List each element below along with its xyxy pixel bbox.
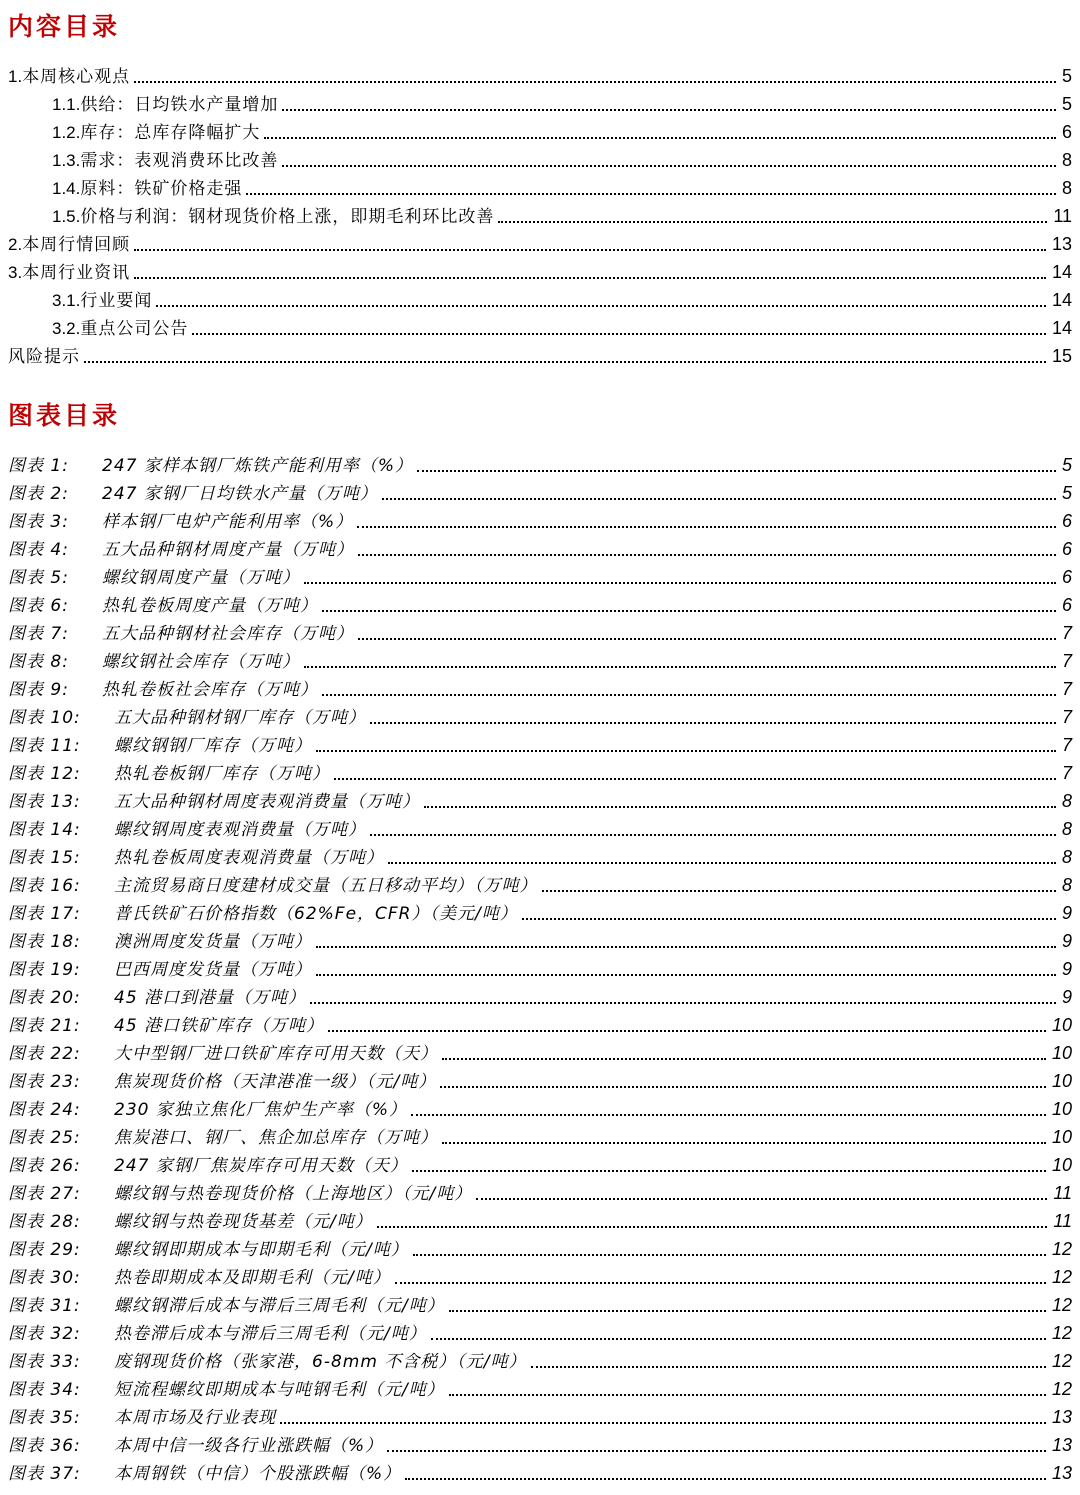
figure-entry-label: 图表 14: xyxy=(8,820,81,840)
figure-entry-page: 10 xyxy=(1051,1099,1072,1119)
figure-entry[interactable] xyxy=(8,1152,1072,1178)
dot-leader xyxy=(304,666,1056,668)
figure-entry[interactable] xyxy=(8,1348,1072,1374)
figure-entry[interactable] xyxy=(8,1040,1072,1066)
toc-entry[interactable] xyxy=(8,147,1072,173)
figure-entry-text: 本周中信一级各行业涨跌幅（%） xyxy=(114,1436,384,1456)
figure-entry[interactable] xyxy=(8,648,1072,674)
figure-entry-page: 12 xyxy=(1051,1267,1072,1287)
dot-leader xyxy=(442,1058,1046,1060)
figure-entry-page: 7 xyxy=(1061,735,1072,755)
figure-entry-text: 普氏铁矿石价格指数（62%Fe，CFR）（美元/吨） xyxy=(114,904,518,924)
dot-leader xyxy=(388,862,1056,864)
dot-leader xyxy=(134,249,1046,251)
figure-entry[interactable] xyxy=(8,1180,1072,1206)
figure-entry-page: 12 xyxy=(1051,1351,1072,1371)
dot-leader xyxy=(334,778,1056,780)
toc-entry-text: 风险提示 xyxy=(8,347,80,367)
figure-entry-label: 图表 16: xyxy=(8,876,81,896)
toc-entry[interactable] xyxy=(8,63,1072,89)
figure-entry-page: 8 xyxy=(1061,819,1072,839)
figure-entry-page: 12 xyxy=(1051,1379,1072,1399)
toc-entry-page: 5 xyxy=(1061,94,1072,114)
dot-leader xyxy=(282,165,1056,167)
toc-entry-page: 13 xyxy=(1051,234,1072,254)
figure-entry-label: 图表 27: xyxy=(8,1184,81,1204)
figure-entry[interactable] xyxy=(8,872,1072,898)
figure-entry-text: 本周钢铁（中信）个股涨跌幅（%） xyxy=(114,1464,402,1484)
figure-entry-page: 10 xyxy=(1051,1155,1072,1175)
figure-entry-label: 图表 17: xyxy=(8,904,81,924)
dot-leader xyxy=(449,1310,1046,1312)
figure-entry-text: 螺纹钢社会库存（万吨） xyxy=(102,652,300,672)
figure-entry-label: 图表 23: xyxy=(8,1072,81,1092)
figure-entry-page: 8 xyxy=(1061,875,1072,895)
figure-entry-label: 图表 35: xyxy=(8,1408,81,1428)
figure-entry-text: 热轧卷板钢厂库存（万吨） xyxy=(114,764,330,784)
figure-entry-label: 图表 33: xyxy=(8,1352,81,1372)
toc-entry-number: 2. xyxy=(8,235,23,254)
figure-entry-text: 247 家钢厂日均铁水产量（万吨） xyxy=(102,484,378,504)
toc-entry-page: 14 xyxy=(1051,290,1072,310)
figure-entry-text: 45 港口到港量（万吨） xyxy=(114,988,307,1008)
figures-title: 图表目录 xyxy=(8,401,121,430)
figure-entry-text: 巴西周度发货量（万吨） xyxy=(114,960,312,980)
dot-leader xyxy=(357,526,1056,528)
figure-entry-page: 10 xyxy=(1051,1015,1072,1035)
figure-entry-label: 图表 21: xyxy=(8,1016,81,1036)
toc-entry-text: 价格与利润：钢材现货价格上涨，即期毛利环比改善 xyxy=(80,207,495,227)
figure-entry[interactable] xyxy=(8,956,1072,982)
dot-leader xyxy=(358,554,1056,556)
figure-entry-page: 5 xyxy=(1061,483,1072,503)
figure-entry-label: 图表 11: xyxy=(8,736,81,756)
figure-entry-label: 图表 10: xyxy=(8,708,81,728)
dot-leader xyxy=(328,1030,1046,1032)
dot-leader xyxy=(476,1198,1047,1200)
toc-entry[interactable] xyxy=(8,119,1072,145)
figure-entry[interactable] xyxy=(8,704,1072,730)
toc-entry-text: 本周行业资讯 xyxy=(22,263,131,283)
figure-entry[interactable] xyxy=(8,452,1072,478)
toc-entry-number: 1.4. xyxy=(52,179,81,198)
figure-entry-text: 45 港口铁矿库存（万吨） xyxy=(114,1016,325,1036)
dot-leader xyxy=(449,1394,1046,1396)
dot-leader xyxy=(542,890,1056,892)
figure-entry-text: 螺纹钢与热卷现货基差（元/吨） xyxy=(114,1212,373,1232)
figure-entry[interactable] xyxy=(8,1012,1072,1038)
toc-entry-number: 1.1. xyxy=(52,95,81,114)
figure-entry-label: 图表 19: xyxy=(8,960,81,980)
figure-entry-label: 图表 7: xyxy=(8,624,69,644)
figure-entry-text: 热卷滞后成本与滞后三周毛利（元/吨） xyxy=(114,1324,427,1344)
toc-entry[interactable] xyxy=(8,231,1072,257)
dot-leader xyxy=(322,610,1056,612)
toc-entry-page: 5 xyxy=(1061,66,1072,86)
figure-entry[interactable] xyxy=(8,480,1072,506)
figure-entry-label: 图表 15: xyxy=(8,848,81,868)
dot-leader xyxy=(417,470,1056,472)
toc-entry-text: 本周行情回顾 xyxy=(22,235,131,255)
figure-entry-text: 澳洲周度发货量（万吨） xyxy=(114,932,312,952)
figure-entry-page: 9 xyxy=(1061,903,1072,923)
figure-entry-label: 图表 12: xyxy=(8,764,81,784)
figure-entry-label: 图表 29: xyxy=(8,1240,81,1260)
figure-entry-page: 13 xyxy=(1051,1435,1072,1455)
toc-entry-text: 原料：铁矿价格走强 xyxy=(80,179,243,199)
figure-entry-page: 10 xyxy=(1051,1071,1072,1091)
dot-leader xyxy=(498,221,1047,223)
figure-entry-label: 图表 26: xyxy=(8,1156,81,1176)
dot-leader xyxy=(316,974,1056,976)
figure-entry-label: 图表 28: xyxy=(8,1212,81,1232)
dot-leader xyxy=(387,1450,1046,1452)
figure-entry-text: 230 家独立焦化厂焦炉生产率（%） xyxy=(114,1100,408,1120)
toc-entry[interactable] xyxy=(8,91,1072,117)
figure-entry-label: 图表 4: xyxy=(8,540,69,560)
dot-leader xyxy=(412,1170,1046,1172)
figure-entry-text: 247 家样本钢厂炼铁产能利用率（%） xyxy=(102,456,414,476)
figure-entry[interactable] xyxy=(8,1208,1072,1234)
toc-entry-text: 本周核心观点 xyxy=(22,67,131,87)
figure-entry-text: 焦炭现货价格（天津港准一级）（元/吨） xyxy=(114,1072,437,1092)
toc-entry-number: 3. xyxy=(8,263,23,282)
figure-entry-text: 热卷即期成本及即期毛利（元/吨） xyxy=(114,1268,391,1288)
figure-entry-page: 12 xyxy=(1051,1239,1072,1259)
dot-leader xyxy=(522,918,1056,920)
dot-leader xyxy=(316,946,1056,948)
dot-leader xyxy=(358,638,1056,640)
figure-entry-text: 焦炭港口、钢厂、焦企加总库存（万吨） xyxy=(114,1128,438,1148)
dot-leader xyxy=(370,722,1056,724)
figure-entry-text: 五大品种钢材周度产量（万吨） xyxy=(102,540,354,560)
figure-entry-label: 图表 31: xyxy=(8,1296,81,1316)
figure-entry[interactable] xyxy=(8,1068,1072,1094)
figure-entry-text: 五大品种钢材钢厂库存（万吨） xyxy=(114,708,366,728)
figure-entry-page: 6 xyxy=(1061,567,1072,587)
figure-entry[interactable] xyxy=(8,536,1072,562)
toc-entry-number: 3.2. xyxy=(52,319,81,338)
dot-leader xyxy=(310,1002,1056,1004)
figure-entry-label: 图表 30: xyxy=(8,1268,81,1288)
figure-entry-label: 图表 1: xyxy=(8,456,69,476)
figure-entry-page: 7 xyxy=(1061,763,1072,783)
toc-entry[interactable] xyxy=(8,287,1072,313)
figure-entry-page: 12 xyxy=(1051,1295,1072,1315)
figure-entry-text: 247 家钢厂焦炭库存可用天数（天） xyxy=(114,1156,408,1176)
figure-entry-label: 图表 2: xyxy=(8,484,69,504)
dot-leader xyxy=(424,806,1056,808)
toc-title: 内容目录 xyxy=(8,12,121,41)
figure-entry-page: 11 xyxy=(1053,1183,1072,1203)
figure-entry-text: 热轧卷板周度表观消费量（万吨） xyxy=(114,848,384,868)
toc-entry[interactable] xyxy=(8,203,1072,229)
figure-entry-label: 图表 32: xyxy=(8,1324,81,1344)
figure-entry-text: 废钢现货价格（张家港，6-8mm 不含税）（元/吨） xyxy=(114,1352,527,1372)
dot-leader xyxy=(431,1338,1046,1340)
figure-entry-text: 热轧卷板周度产量（万吨） xyxy=(102,596,318,616)
figure-entry-label: 图表 5: xyxy=(8,568,69,588)
figure-entry-page: 9 xyxy=(1061,959,1072,979)
figure-entry-label: 图表 3: xyxy=(8,512,69,532)
figure-entry-page: 8 xyxy=(1061,791,1072,811)
dot-leader xyxy=(282,109,1056,111)
toc-entry[interactable] xyxy=(8,315,1072,341)
figure-entry-label: 图表 34: xyxy=(8,1380,81,1400)
figure-entry-page: 7 xyxy=(1061,679,1072,699)
figure-entry-label: 图表 9: xyxy=(8,680,69,700)
figure-entry[interactable] xyxy=(8,564,1072,590)
toc-entry-page: 15 xyxy=(1051,346,1072,366)
figure-entry[interactable] xyxy=(8,984,1072,1010)
figure-entry-text: 螺纹钢即期成本与即期毛利（元/吨） xyxy=(114,1240,409,1260)
figure-entry-page: 6 xyxy=(1061,511,1072,531)
figure-entry-label: 图表 6: xyxy=(8,596,69,616)
dot-leader xyxy=(395,1282,1046,1284)
figure-entry-page: 13 xyxy=(1051,1407,1072,1427)
figure-entry-page: 11 xyxy=(1053,1211,1072,1231)
toc-entry-text: 库存：总库存降幅扩大 xyxy=(80,123,261,143)
figure-entry-text: 样本钢厂电炉产能利用率（%） xyxy=(102,512,354,532)
figure-entry-label: 图表 13: xyxy=(8,792,81,812)
figure-entry-page: 13 xyxy=(1051,1463,1072,1483)
figure-entry-text: 短流程螺纹即期成本与吨钢毛利（元/吨） xyxy=(114,1380,445,1400)
dot-leader xyxy=(370,834,1056,836)
figure-entry[interactable] xyxy=(8,1264,1072,1290)
figure-entry[interactable] xyxy=(8,676,1072,702)
figure-entry-text: 五大品种钢材社会库存（万吨） xyxy=(102,624,354,644)
toc-entry-text: 重点公司公告 xyxy=(80,319,189,339)
figure-entry-page: 7 xyxy=(1061,707,1072,727)
figure-entry-text: 螺纹钢滞后成本与滞后三周毛利（元/吨） xyxy=(114,1296,445,1316)
dot-leader xyxy=(304,582,1056,584)
dot-leader xyxy=(134,81,1056,83)
figure-entry[interactable] xyxy=(8,1404,1072,1430)
dot-leader xyxy=(264,137,1056,139)
figure-entry-page: 10 xyxy=(1051,1127,1072,1147)
dot-leader xyxy=(316,750,1056,752)
toc-entry-number: 1. xyxy=(8,67,23,86)
dot-leader xyxy=(377,1226,1048,1228)
figure-entry-text: 大中型钢厂进口铁矿库存可用天数（天） xyxy=(114,1044,438,1064)
toc-entry-number: 1.5. xyxy=(52,207,81,226)
figure-entry-label: 图表 20: xyxy=(8,988,81,1008)
dot-leader xyxy=(322,694,1056,696)
dot-leader xyxy=(134,277,1046,279)
figure-entry-page: 8 xyxy=(1061,847,1072,867)
figure-entry[interactable] xyxy=(8,1236,1072,1262)
figure-entry[interactable] xyxy=(8,1376,1072,1402)
figure-entry[interactable] xyxy=(8,844,1072,870)
figure-entry-page: 6 xyxy=(1061,595,1072,615)
figure-entry-label: 图表 18: xyxy=(8,932,81,952)
figure-entry[interactable] xyxy=(8,1096,1072,1122)
toc-entry-text: 供给：日均铁水产量增加 xyxy=(80,95,279,115)
figure-entry-label: 图表 36: xyxy=(8,1436,81,1456)
figure-entry-text: 螺纹钢周度表观消费量（万吨） xyxy=(114,820,366,840)
figure-entry-page: 12 xyxy=(1051,1323,1072,1343)
figure-entry-label: 图表 37: xyxy=(8,1464,81,1484)
dot-leader xyxy=(531,1366,1046,1368)
figure-entry[interactable] xyxy=(8,592,1072,618)
toc-entry-page: 8 xyxy=(1061,178,1072,198)
figure-entry-label: 图表 25: xyxy=(8,1128,81,1148)
figure-entry[interactable] xyxy=(8,508,1072,534)
toc-entry-page: 14 xyxy=(1051,318,1072,338)
figure-entry-page: 7 xyxy=(1061,651,1072,671)
dot-leader xyxy=(192,333,1046,335)
figure-entry-text: 螺纹钢周度产量（万吨） xyxy=(102,568,300,588)
figure-entry-page: 9 xyxy=(1061,987,1072,1007)
dot-leader xyxy=(156,305,1046,307)
figure-entry[interactable] xyxy=(8,1432,1072,1458)
figure-entry-text: 螺纹钢钢厂库存（万吨） xyxy=(114,736,312,756)
toc-entry[interactable] xyxy=(8,259,1072,285)
dot-leader xyxy=(382,498,1056,500)
figure-entry[interactable] xyxy=(8,760,1072,786)
figure-entry-page: 10 xyxy=(1051,1043,1072,1063)
figure-entry[interactable] xyxy=(8,1320,1072,1346)
dot-leader xyxy=(405,1478,1046,1480)
figure-entry-page: 9 xyxy=(1061,931,1072,951)
figure-entry-label: 图表 24: xyxy=(8,1100,81,1120)
dot-leader xyxy=(411,1114,1046,1116)
figure-entry-text: 主流贸易商日度建材成交量（五日移动平均）（万吨） xyxy=(114,876,538,896)
toc-entry-number: 1.2. xyxy=(52,123,81,142)
dot-leader xyxy=(413,1254,1046,1256)
figure-entry-page: 6 xyxy=(1061,539,1072,559)
figure-entry-text: 螺纹钢与热卷现货价格（上海地区）（元/吨） xyxy=(114,1184,473,1204)
figure-entry[interactable] xyxy=(8,732,1072,758)
figure-entry-text: 热轧卷板社会库存（万吨） xyxy=(102,680,318,700)
toc-entry-page: 11 xyxy=(1053,206,1072,226)
toc-entry-page: 8 xyxy=(1061,150,1072,170)
toc-entry-text: 行业要闻 xyxy=(80,291,153,311)
figure-entry[interactable] xyxy=(8,900,1072,926)
toc-entry-page: 14 xyxy=(1051,262,1072,282)
figure-entry[interactable] xyxy=(8,816,1072,842)
toc-entry-number: 3.1. xyxy=(52,291,81,310)
figure-entry[interactable] xyxy=(8,1124,1072,1150)
toc-entry-page: 6 xyxy=(1061,122,1072,142)
dot-leader xyxy=(440,1086,1046,1088)
toc-entry-text: 需求：表观消费环比改善 xyxy=(80,151,279,171)
toc-entry[interactable] xyxy=(8,175,1072,201)
figure-entry[interactable] xyxy=(8,788,1072,814)
dot-leader xyxy=(246,193,1056,195)
dot-leader xyxy=(442,1142,1046,1144)
dot-leader xyxy=(84,361,1046,363)
figure-entry-text: 五大品种钢材周度表观消费量（万吨） xyxy=(114,792,420,812)
figure-entry[interactable] xyxy=(8,620,1072,646)
figure-entry-label: 图表 8: xyxy=(8,652,69,672)
dot-leader xyxy=(280,1422,1046,1424)
figure-entry-text: 本周市场及行业表现 xyxy=(114,1408,276,1428)
toc-entry-number: 1.3. xyxy=(52,151,81,170)
figure-entry-page: 5 xyxy=(1061,455,1072,475)
toc-entry[interactable] xyxy=(8,343,1072,369)
figure-entry[interactable] xyxy=(8,1460,1072,1486)
figure-entry[interactable] xyxy=(8,1292,1072,1318)
figure-entry-page: 7 xyxy=(1061,623,1072,643)
figure-entry[interactable] xyxy=(8,928,1072,954)
figure-entry-label: 图表 22: xyxy=(8,1044,81,1064)
